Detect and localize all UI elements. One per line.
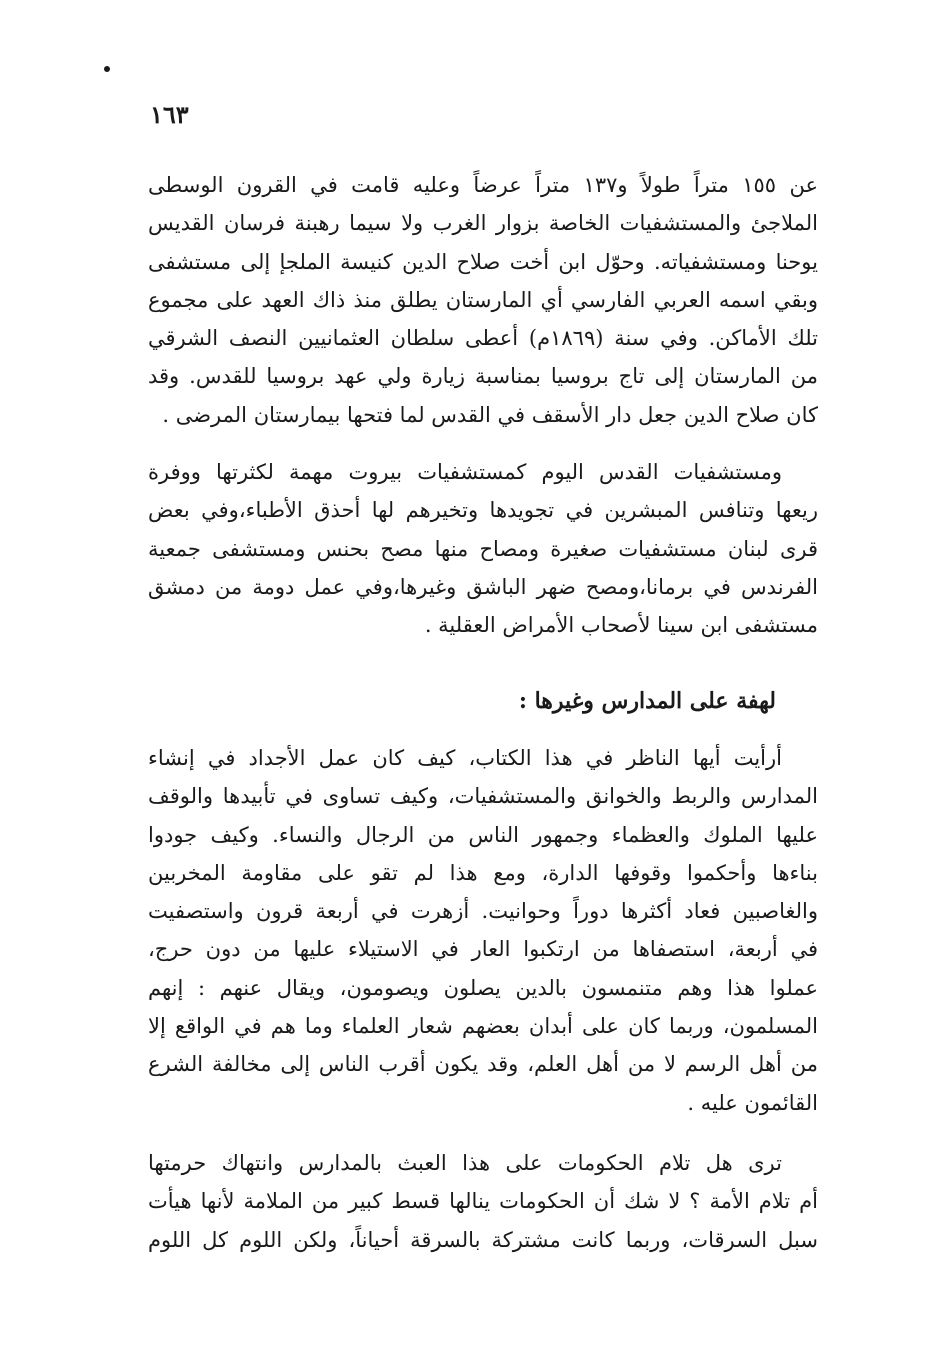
paragraph-modern-hospitals (148, 453, 818, 644)
text-line: تلك الأماكن. وفي سنة (١٨٦٩م) أعطى سلطان العثمانيين النصف الشرقي (148, 326, 818, 351)
paragraph-schools-endowments (148, 739, 818, 1122)
text-line: المدارس والربط والخوانق والمستشفيات، وكيف تساوى في تأبيدها والوقف (148, 784, 818, 809)
text-line: والغاصبين فعاد أكثرها دوراً وحوانيت. أزهرت في أربعة قرون واستصفيت (148, 899, 818, 924)
text-line: الملاجئ والمستشفيات الخاصة بزوار الغرب ولا سيما رهبنة فرسان القديس (148, 211, 818, 236)
text-line: ترى هل تلام الحكومات على هذا العبث بالمدارس وانتهاك حرمتها (148, 1151, 782, 1175)
text-line: أرأيت أيها الناظر في هذا الكتاب، كيف كان عمل الأجداد في إنشاء (148, 746, 782, 770)
text-line: القائمون عليه . (687, 1090, 818, 1115)
text-line: الفرندس في برمانا،ومصح ضهر الباشق وغيرها،وفي عمل دومة من دمشق (148, 574, 818, 599)
text-line: كان صلاح الدين جعل دار الأسقف في القدس لما فتحها بيمارستان المرضى . (162, 402, 818, 427)
text-line: يوحنا ومستشفياته. وحوّل ابن أخت صلاح الدين كنيسة الملجإ إلى مستشفى (148, 249, 818, 274)
text-line: مستشفى ابن سينا لأصحاب الأمراض العقلية . (424, 613, 818, 638)
paragraph-government-blame (148, 1144, 818, 1259)
ink-dot-mark (104, 66, 110, 72)
text-line: ريعها وتنافس المبشرين في تجويدها وتخيرهم لها أحذق الأطباء،وفي بعض (148, 498, 818, 523)
text-line: المسلمون، وربما كان على أبدان بعضهم شعار العلماء وما هم في الواقع إلا (148, 1014, 818, 1039)
text-line: بناءها وأحكموا وقوفها الدارة، ومع هذا لم تقو على مقاومة المخربين (148, 860, 818, 885)
text-line: من أهل الرسم لا من أهل العلم، وقد يكون أقرب الناس إلى مخالفة الشرع (148, 1052, 818, 1077)
text-line: سبل السرقات، وربما كانت مشتركة بالسرقة أحياناً، ولكن اللوم كل اللوم (148, 1227, 818, 1252)
section-heading: لهفة على المدارس وغيرها : (518, 688, 776, 714)
text-line: عن ١٥٥ متراً طولاً و١٣٧ متراً عرضاً وعليه قامت في القرون الوسطى (148, 173, 818, 197)
page-number: ١٦٣ (150, 100, 189, 129)
text-line: عليها الملوك والعظماء وجمهور الناس من الرجال والنساء. وكيف جودوا (148, 822, 818, 847)
paragraph-maristan-history (148, 166, 818, 434)
text-line: قرى لبنان مستشفيات صغيرة ومصاح منها مصح بحنس ومستشفى جمعية (148, 536, 818, 561)
text-line: وبقي اسمه العربي الفارسي أي المارستان يطلق منذ ذاك العهد على مجموع (148, 287, 818, 312)
text-line: في أربعة، استصفاها من ارتكبوا العار في الاستيلاء عليها من دون حرج، (148, 937, 818, 962)
text-line: من المارستان إلى تاج بروسيا بمناسبة زيارة ولي عهد بروسيا للقدس. وقد (148, 364, 818, 389)
text-line: ومستشفيات القدس اليوم كمستشفيات بيروت مهمة لكثرتها ووفرة (148, 460, 782, 484)
text-line: عملوا هذا وهم متنمسون بالدين يصلون ويصومون، ويقال عنهم : إنهم (148, 975, 818, 1000)
text-line: أم تلام الأمة ؟ لا شك أن الحكومات ينالها قسط كبير من الملامة لأنها هيأت (148, 1189, 818, 1214)
